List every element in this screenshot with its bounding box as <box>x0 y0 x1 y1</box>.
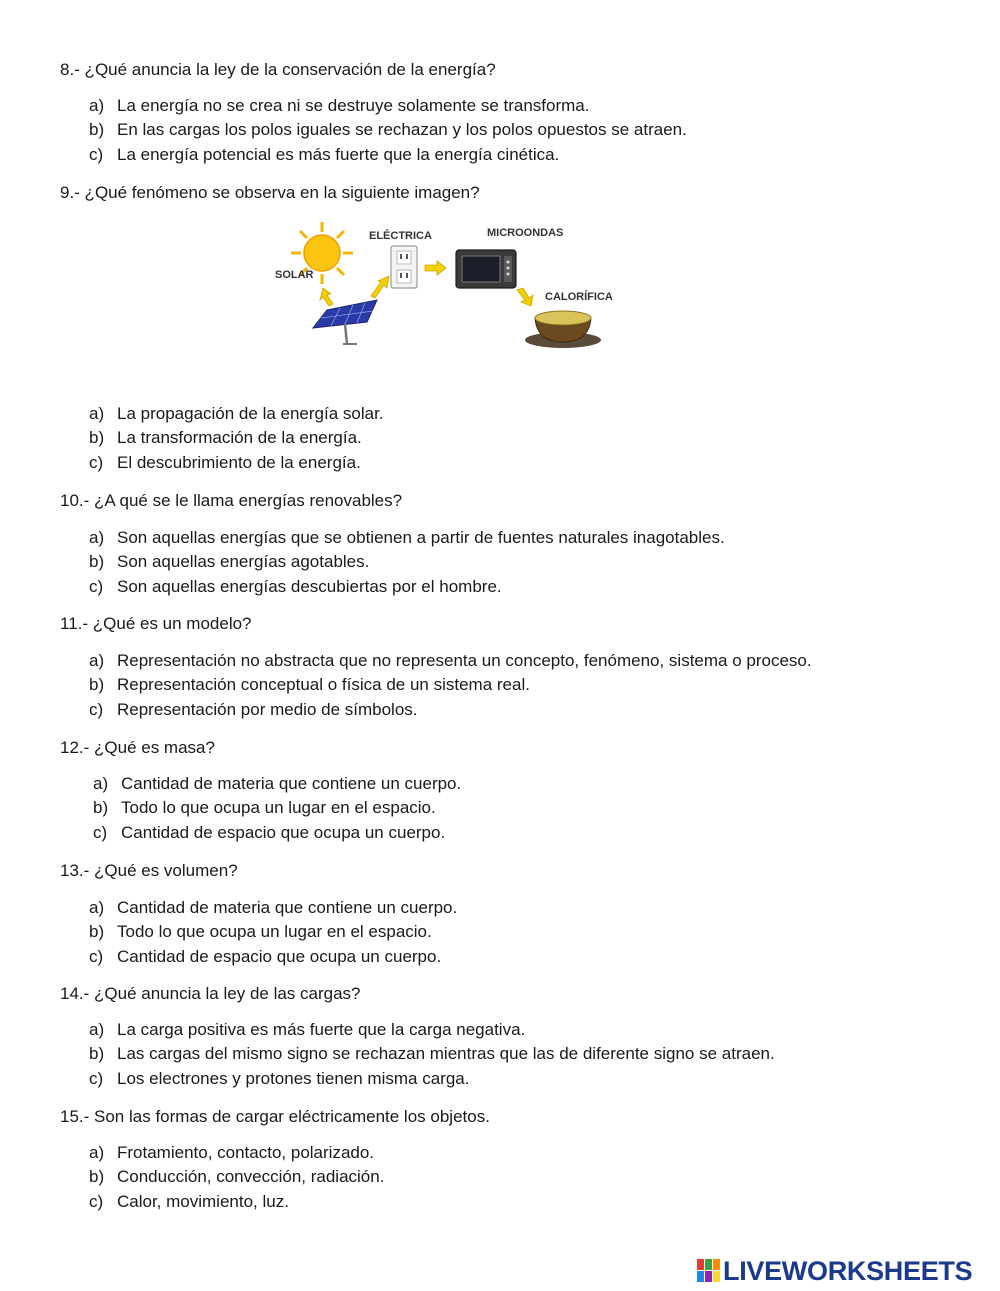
question-14-options <box>89 1018 775 1091</box>
option-10b[interactable] <box>89 550 725 574</box>
option-text: Calor, movimiento, luz. <box>117 1191 289 1211</box>
option-10a[interactable] <box>89 526 725 550</box>
option-letter: a) <box>89 1143 105 1162</box>
option-13a[interactable] <box>89 896 457 920</box>
option-letter: b) <box>89 1044 105 1064</box>
option-text: El descubrimiento de la energía. <box>117 452 361 472</box>
option-text: La energía no se crea ni se destruye solamente se transforma. <box>117 96 590 115</box>
option-letter: b) <box>89 120 105 140</box>
option-letter: c) <box>89 1191 104 1211</box>
option-letter: a) <box>89 404 105 423</box>
option-letter: c) <box>89 144 104 164</box>
label-microondas: MICROONDAS <box>487 227 564 239</box>
option-13b[interactable] <box>89 920 457 944</box>
option-letter: a) <box>89 651 105 670</box>
option-letter: c) <box>89 699 104 719</box>
liveworksheets-logo-icon <box>697 1259 723 1283</box>
option-text: Todo lo que ocupa un lugar en el espacio. <box>121 798 436 818</box>
question-14: 14.- ¿Qué anuncia la ley de las cargas? <box>60 984 361 1003</box>
arrow-right-icon <box>425 261 446 275</box>
option-8c[interactable] <box>89 143 687 167</box>
option-15b[interactable] <box>89 1165 384 1189</box>
energy-transformation-figure <box>265 218 625 358</box>
option-letter: c) <box>93 822 108 842</box>
option-text: Los electrones y protones tienen misma carga. <box>117 1068 470 1088</box>
option-letter: b) <box>89 1167 105 1187</box>
option-text: La propagación de la energía solar. <box>117 404 384 423</box>
question-13-options <box>89 896 457 969</box>
option-text: Cantidad de espacio que ocupa un cuerpo. <box>117 946 442 966</box>
option-letter: a) <box>89 528 105 547</box>
option-12c[interactable] <box>93 821 461 845</box>
option-text: Representación no abstracta que no representa un concepto, fenómeno, sistema o proceso. <box>117 651 812 670</box>
option-letter: c) <box>89 1068 104 1088</box>
option-9a[interactable] <box>89 402 384 426</box>
option-letter: b) <box>93 798 109 818</box>
option-text: Todo lo que ocupa un lugar en el espacio. <box>117 922 432 942</box>
arrow-down-right-icon <box>517 288 533 306</box>
option-12a[interactable] <box>93 772 461 796</box>
liveworksheets-brand[interactable] <box>697 1255 997 1287</box>
option-letter: b) <box>89 922 105 942</box>
outlet-icon <box>391 246 417 288</box>
label-electrica: ELÉCTRICA <box>369 230 432 242</box>
arrow-down-icon <box>320 288 333 306</box>
option-letter: b) <box>89 552 105 572</box>
option-14b[interactable] <box>89 1042 775 1066</box>
question-12: 12.- ¿Qué es masa? <box>60 738 215 757</box>
question-11-options <box>89 649 812 722</box>
option-text: Son aquellas energías descubiertas por el hombre. <box>117 576 502 596</box>
option-13c[interactable] <box>89 945 457 969</box>
option-letter: c) <box>89 576 104 596</box>
brand-name: LIVEWORKSHEETS <box>723 1256 973 1286</box>
question-9: 9.- ¿Qué fenómeno se observa en la siguiente imagen? <box>60 183 480 202</box>
option-letter: a) <box>89 96 105 115</box>
microwave-icon <box>456 250 516 288</box>
option-9b[interactable] <box>89 426 384 450</box>
solar-panel-icon <box>313 300 377 344</box>
option-text: Cantidad de materia que contiene un cuerpo. <box>121 774 462 793</box>
soup-bowl-icon <box>525 311 601 348</box>
option-9c[interactable] <box>89 451 384 475</box>
option-11b[interactable] <box>89 673 812 697</box>
option-11c[interactable] <box>89 698 812 722</box>
option-15a[interactable] <box>89 1141 384 1165</box>
option-letter: b) <box>89 675 105 695</box>
option-letter: a) <box>89 1020 105 1039</box>
question-11: 11.- ¿Qué es un modelo? <box>60 614 252 633</box>
label-solar: SOLAR <box>275 269 314 281</box>
option-text: La transformación de la energía. <box>117 428 362 448</box>
option-8b[interactable] <box>89 118 687 142</box>
question-8-options <box>89 94 687 167</box>
option-letter: b) <box>89 428 105 448</box>
option-text: Representación por medio de símbolos. <box>117 699 418 719</box>
option-letter: a) <box>93 774 109 793</box>
option-letter: c) <box>89 946 104 966</box>
option-text: Cantidad de materia que contiene un cuerpo. <box>117 898 458 917</box>
question-13: 13.- ¿Qué es volumen? <box>60 861 238 880</box>
option-14c[interactable] <box>89 1067 775 1091</box>
option-text: Representación conceptual o física de un sistema real. <box>117 675 530 695</box>
option-8a[interactable] <box>89 94 687 118</box>
option-letter: a) <box>89 898 105 917</box>
option-text: Cantidad de espacio que ocupa un cuerpo. <box>121 822 446 842</box>
option-15c[interactable] <box>89 1190 384 1214</box>
label-calorifica: CALORÍFICA <box>545 291 613 303</box>
option-text: Son aquellas energías agotables. <box>117 552 370 572</box>
question-15-options <box>89 1141 384 1214</box>
energy-diagram <box>265 218 625 358</box>
option-text: En las cargas los polos iguales se rechazan y los polos opuestos se atraen. <box>117 120 687 140</box>
question-8: 8.- ¿Qué anuncia la ley de la conservación de la energía? <box>60 60 496 79</box>
question-12-options <box>93 772 461 845</box>
option-10c[interactable] <box>89 575 725 599</box>
question-15: 15.- Son las formas de cargar eléctricamente los objetos. <box>60 1107 490 1126</box>
option-14a[interactable] <box>89 1018 775 1042</box>
option-12b[interactable] <box>93 796 461 820</box>
option-text: Las cargas del mismo signo se rechazan mientras que las de diferente signo se atraen. <box>117 1044 775 1064</box>
option-11a[interactable] <box>89 649 812 673</box>
option-text: Conducción, convección, radiación. <box>117 1167 385 1187</box>
option-text: La energía potencial es más fuerte que la energía cinética. <box>117 144 560 164</box>
option-letter: c) <box>89 452 104 472</box>
question-9-options <box>89 402 384 475</box>
option-text: Frotamiento, contacto, polarizado. <box>117 1143 375 1162</box>
arrow-up-icon <box>371 276 389 298</box>
question-10-options <box>89 526 725 599</box>
question-10: 10.- ¿A qué se le llama energías renovables? <box>60 491 403 510</box>
option-text: Son aquellas energías que se obtienen a partir de fuentes naturales inagotables. <box>117 528 725 547</box>
option-text: La carga positiva es más fuerte que la carga negativa. <box>117 1020 526 1039</box>
